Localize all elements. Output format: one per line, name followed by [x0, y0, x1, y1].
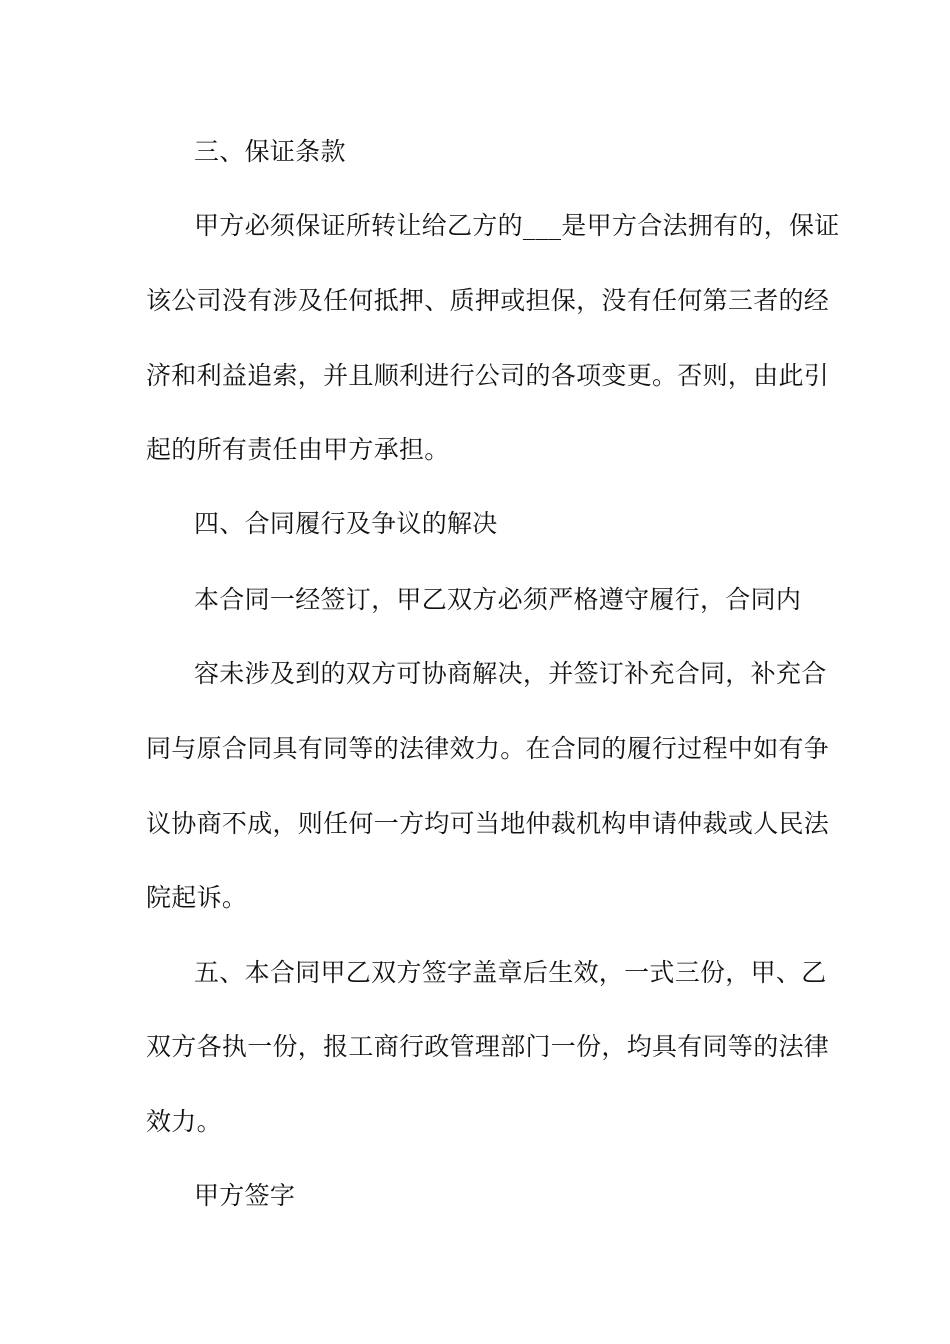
paragraph-line: 起的所有责任由甲方承担。 [146, 435, 450, 464]
section-heading-performance: 四、合同履行及争议的解决 [194, 509, 498, 538]
paragraph-line: 双方各执一份，报工商行政管理部门一份，均具有同等的法律 [146, 1032, 830, 1061]
paragraph-line: 效力。 [146, 1107, 222, 1136]
paragraph-line: 院起诉。 [146, 883, 248, 912]
paragraph-line: 本合同一经签订，甲乙双方必须严格遵守履行，合同内 [194, 585, 802, 614]
paragraph-line: 容未涉及到的双方可协商解决，并签订补充合同，补充合 [194, 659, 827, 688]
party-a-signature-label: 甲方签字 [194, 1181, 296, 1210]
paragraph-line: 五、本合同甲乙双方签字盖章后生效，一式三份，甲、乙 [194, 958, 827, 987]
paragraph-line: 该公司没有涉及任何抵押、质押或担保，没有任何第三者的经 [146, 286, 830, 315]
paragraph-line: 同与原合同具有同等的法律效力。在合同的履行过程中如有争 [146, 734, 830, 763]
paragraph-line: 议协商不成，则任何一方均可当地仲裁机构申请仲裁或人民法 [146, 809, 830, 838]
paragraph-line: 济和利益追索，并且顺利进行公司的各项变更。否则，由此引 [146, 361, 830, 390]
section-heading-guarantee: 三、保证条款 [194, 137, 346, 166]
paragraph-line: 甲方必须保证所转让给乙方的___是甲方合法拥有的，保证 [194, 211, 840, 240]
